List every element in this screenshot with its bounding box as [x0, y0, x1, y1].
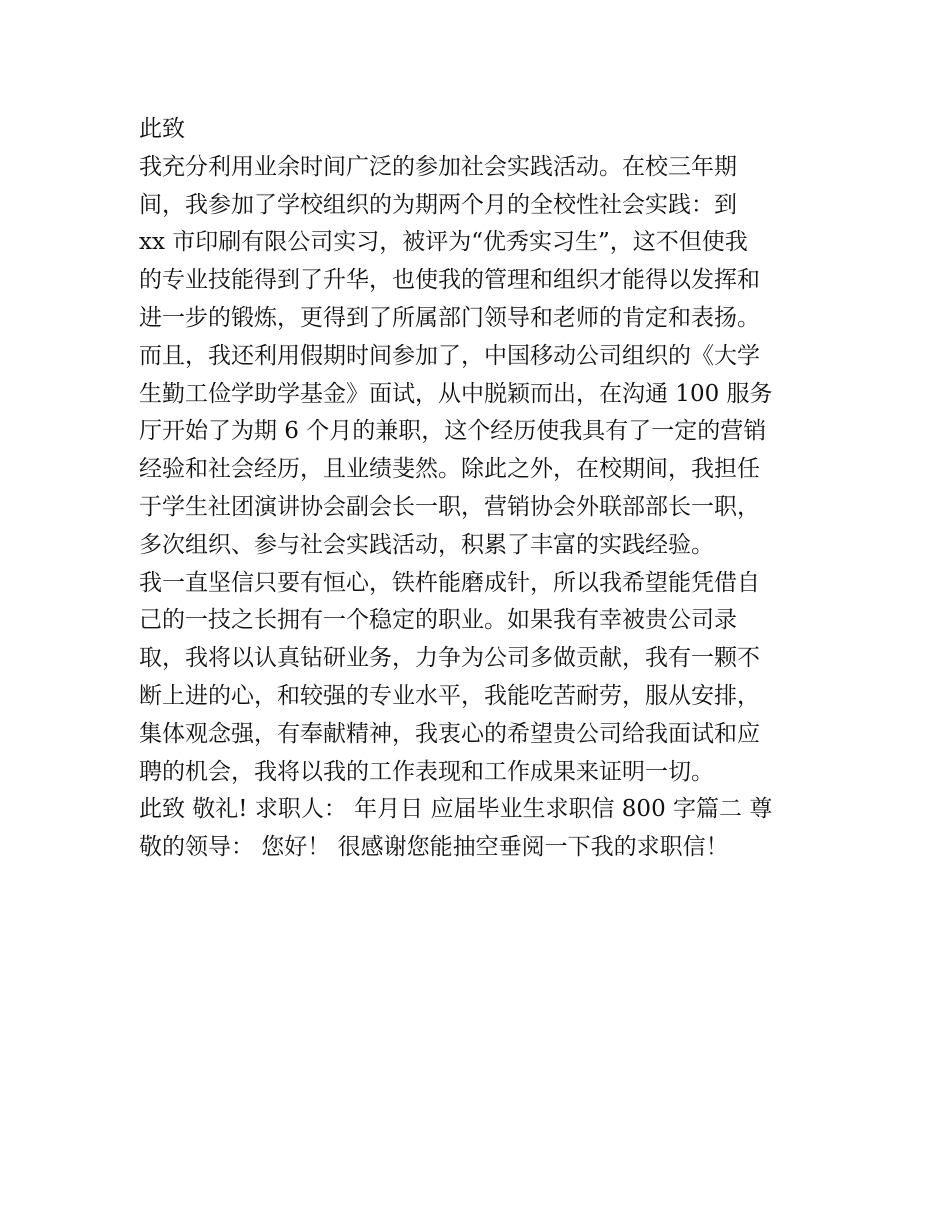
text-line: 厅开始了为期 6 个月的兼职，这个经历使我具有了一定的营销 — [139, 418, 767, 445]
text-line: 经验和社会经历，且业绩斐然。除此之外，在校期间，我担任 — [139, 456, 760, 483]
text-line: 己的一技之长拥有一个稳定的职业。如果我有幸被贵公司录 — [139, 607, 737, 634]
text-line: 此致 敬礼! 求职人： 年月日 应届毕业生求职信 800 字篇二 尊 — [139, 796, 773, 823]
text-line: 聘的机会，我将以我的工作表现和工作成果来证明一切。 — [139, 758, 714, 785]
text-line: 于学生社团演讲协会副会长一职，营销协会外联部部长一职， — [139, 493, 760, 520]
text-line: 敬的领导： 您好！ 很感谢您能抽空垂阅一下我的求职信！ — [139, 834, 729, 861]
letter-body — [139, 111, 829, 867]
text-line: 进一步的锻炼，更得到了所属部门领导和老师的肯定和表扬。 — [139, 304, 760, 331]
text-line: 间，我参加了学校组织的为期两个月的全校性社会实践：到 — [139, 191, 737, 218]
text-line: 我一直坚信只要有恒心，铁杵能磨成针，所以我希望能凭借自 — [139, 569, 760, 596]
text-line: 生勤工俭学助学基金》面试，从中脱颖而出，在沟通 100 服务 — [139, 380, 773, 407]
text-line: 取，我将以认真钻研业务，力争为公司多做贡献，我有一颗不 — [139, 645, 760, 672]
text-line: 而且，我还利用假期时间参加了，中国移动公司组织的《大学 — [139, 342, 760, 369]
text-line-closing: 此致 — [139, 116, 185, 142]
text-line: 我充分利用业余时间广泛的参加社会实践活动。在校三年期 — [139, 153, 737, 180]
text-line: 集体观念强，有奉献精神，我衷心的希望贵公司给我面试和应 — [139, 720, 760, 747]
text-line: 的专业技能得到了升华，也使我的管理和组织才能得以发挥和 — [139, 267, 760, 294]
text-line: 多次组织、参与社会实践活动，积累了丰富的实践经验。 — [139, 531, 714, 558]
text-line: 断上进的心，和较强的专业水平，我能吃苦耐劳，服从安排， — [139, 682, 760, 709]
text-line: xx 市印刷有限公司实习，被评为“优秀实习生”，这不但使我 — [139, 229, 748, 256]
